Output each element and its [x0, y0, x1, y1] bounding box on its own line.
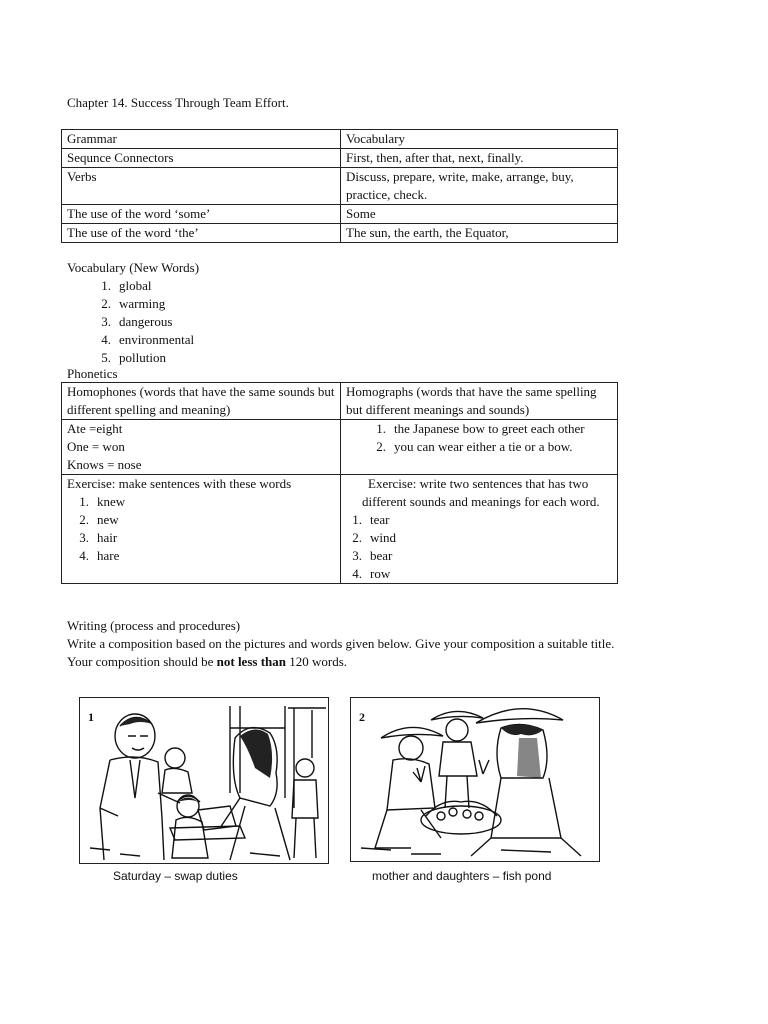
- exercise-word: knew: [97, 494, 126, 509]
- exercise-word: bear: [370, 548, 393, 563]
- exercise-word: hare: [97, 548, 120, 563]
- homophone-example: One = won: [67, 439, 125, 454]
- vocabulary-heading: Vocabulary (New Words): [67, 260, 200, 275]
- requirement-emphasis: not less than: [216, 654, 286, 669]
- table-header-row: [62, 383, 618, 420]
- vocabulary-word: warming: [119, 296, 166, 311]
- table-header-cell: Vocabulary: [341, 130, 618, 149]
- homophone-example: Ate =eight: [67, 421, 123, 436]
- homophone-exercise-cell: [62, 475, 341, 584]
- phonetics-heading: Phonetics: [67, 366, 118, 381]
- writing-heading: Writing (process and procedures): [67, 618, 241, 633]
- table-cell: Sequnce Connectors: [62, 149, 341, 168]
- homophone-example: Knows = nose: [67, 457, 142, 472]
- table-cell: Some: [341, 205, 618, 224]
- list-item: 3. dangerous: [101, 314, 173, 329]
- picture-2-frame: [350, 697, 600, 862]
- requirement-text: Your composition should be: [67, 654, 217, 669]
- list-item: 4. row: [352, 566, 391, 581]
- homograph-example: you can wear either a tie or a bow.: [394, 439, 573, 454]
- table-row: [62, 475, 618, 584]
- list-item: 3. hair: [79, 530, 118, 545]
- homophone-examples-cell: [62, 420, 341, 475]
- exercise-word: hair: [97, 530, 118, 545]
- chapter-title: Chapter 14. Success Through Team Effort.: [67, 95, 289, 110]
- homophone-exercise-list: [67, 493, 335, 565]
- writing-section: [67, 617, 747, 671]
- table-header-cell: Grammar: [62, 130, 341, 149]
- list-item: 5. pollution: [101, 350, 166, 365]
- table-row: [62, 149, 618, 168]
- vocabulary-word: global: [119, 278, 152, 293]
- homograph-exercise-list: [340, 511, 612, 583]
- table-cell: The sun, the earth, the Equator,: [341, 224, 618, 243]
- exercise-word: wind: [370, 530, 396, 545]
- list-item: 1. knew: [79, 494, 126, 509]
- homograph-examples-cell: [341, 420, 618, 475]
- table-row: [62, 205, 618, 224]
- list-item: 1. global: [101, 278, 152, 293]
- grammar-vocabulary-table: [61, 129, 618, 243]
- list-item: 4. hare: [79, 548, 120, 563]
- writing-requirement: [67, 653, 747, 671]
- vocabulary-word: pollution: [119, 350, 166, 365]
- picture-number: 1: [88, 710, 94, 724]
- exercise-word: new: [97, 512, 119, 527]
- table-header-row: [62, 130, 618, 149]
- list-item: 2. wind: [352, 530, 396, 545]
- homograph-exercise-text: Exercise: write two sentences that has two different sounds and meanings for each word.: [362, 476, 600, 509]
- homographs-header: Homographs (words that have the same spelling but different meanings and sounds): [341, 383, 618, 420]
- list-item: 1. the Japanese bow to greet each other: [376, 421, 585, 436]
- fish-pond-illustration: [351, 698, 599, 861]
- homograph-example-list: [346, 420, 612, 456]
- table-cell: The use of the word ‘some’: [62, 205, 341, 224]
- picture-1-frame: [79, 697, 329, 864]
- list-item: 2. new: [79, 512, 119, 527]
- family-illustration: [80, 698, 328, 863]
- writing-instruction: Write a composition based on the pictures and words given below. Give your composition a suitable title.: [67, 636, 615, 651]
- table-cell: The use of the word ‘the’: [62, 224, 341, 243]
- exercise-word: tear: [370, 512, 390, 527]
- vocabulary-word: environmental: [119, 332, 195, 347]
- list-item: 3. bear: [352, 548, 393, 563]
- homograph-example: the Japanese bow to greet each other: [394, 421, 585, 436]
- table-row: [62, 420, 618, 475]
- exercise-word: row: [370, 566, 391, 581]
- homograph-exercise-cell: [341, 475, 618, 584]
- homophones-header: Homophones (words that have the same sounds but different spelling and meaning): [62, 383, 341, 420]
- requirement-text: 120 words.: [286, 654, 348, 669]
- vocabulary-word: dangerous: [119, 314, 173, 329]
- table-cell: Discuss, prepare, write, make, arrange, buy, practice, check.: [341, 168, 618, 205]
- list-item: 4. environmental: [101, 332, 195, 347]
- homophone-exercise-text: Exercise: make sentences with these words: [67, 476, 292, 491]
- picture-number: 2: [359, 710, 365, 724]
- table-row: [62, 168, 618, 205]
- picture-2-caption: mother and daughters – fish pond: [372, 869, 552, 883]
- picture-1-caption: Saturday – swap duties: [113, 869, 238, 883]
- vocabulary-list: [67, 277, 199, 367]
- table-cell: Verbs: [62, 168, 341, 205]
- table-row: [62, 224, 618, 243]
- table-cell: First, then, after that, next, finally.: [341, 149, 618, 168]
- vocabulary-section: [67, 259, 199, 367]
- list-item: 1. tear: [352, 512, 390, 527]
- list-item: 2. warming: [101, 296, 166, 311]
- list-item: 2. you can wear either a tie or a bow.: [376, 439, 573, 454]
- phonetics-table: [61, 382, 618, 584]
